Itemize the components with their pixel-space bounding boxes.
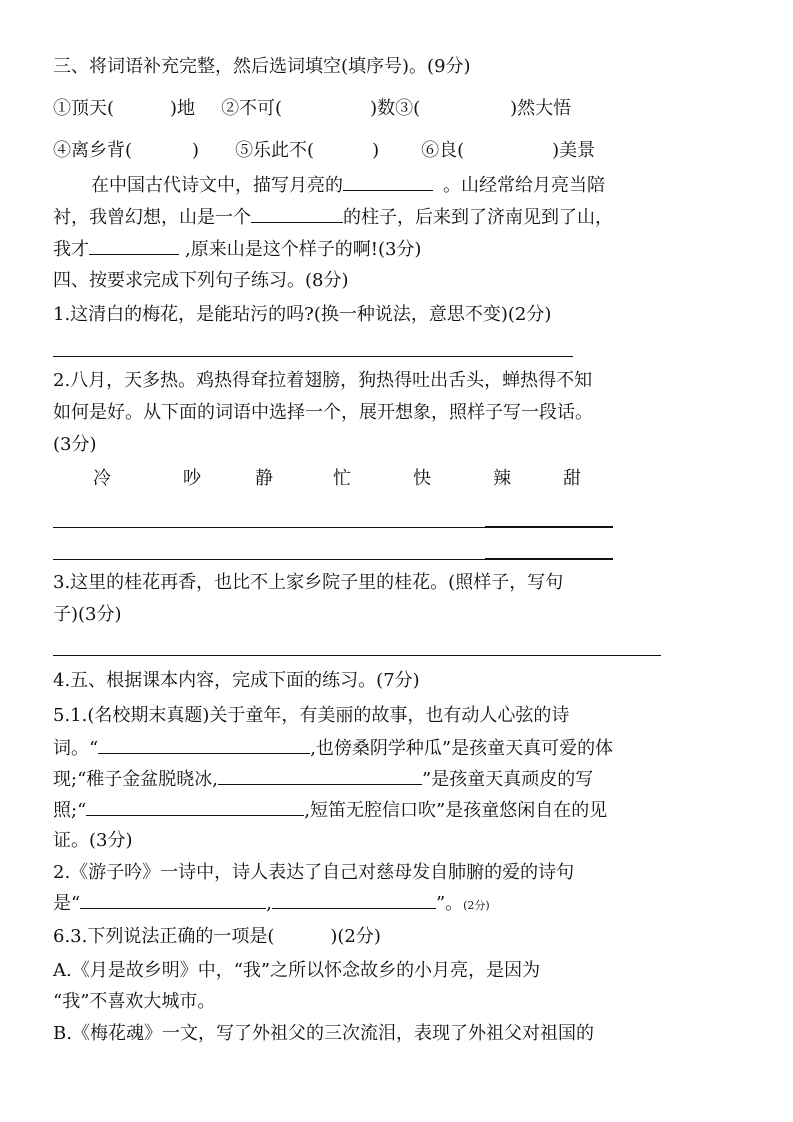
- blank[interactable]: [272, 890, 436, 909]
- idiom-4-end: ): [192, 140, 200, 161]
- fill-paragraph-line-3: [53, 236, 421, 263]
- word-option: 吵: [183, 468, 201, 489]
- idiom-1-start: ①顶天(: [53, 98, 115, 119]
- answer-line[interactable]: [53, 655, 661, 656]
- text: ,短笛无腔信口吹”是孩童悠闲自在的见: [304, 800, 608, 821]
- text: ,: [266, 893, 272, 914]
- word-option: 静: [255, 468, 273, 489]
- question-4-2-line-3: (3分): [53, 434, 97, 455]
- question-4-2-line-1: 2.八月，天多热。鸡热得耷拉着翅膀，狗热得吐出舌头，蝉热得不知: [53, 370, 593, 391]
- blank[interactable]: [86, 797, 304, 816]
- answer-line[interactable]: [53, 356, 573, 357]
- blank[interactable]: [343, 172, 433, 191]
- fill-paragraph-line-1: [53, 172, 605, 199]
- section-3-title: 三、将词语补充完整，然后选词填空(填序号)。(9分): [53, 56, 471, 77]
- word-option: 辣: [493, 468, 511, 489]
- poem-question-line-4: [53, 797, 607, 824]
- text: 。山经常给月亮当陪: [443, 175, 605, 196]
- poem-question-line-5: 证。(3分): [53, 830, 133, 851]
- text: 是“: [53, 893, 81, 914]
- text: ,也傍桑阴学种瓜”是孩童天真可爱的体: [310, 738, 614, 759]
- text: ”是孩童天真顽皮的写: [422, 769, 594, 790]
- youziyin-question-line-1: 2.《游子吟》一诗中，诗人表达了自己对慈母发自肺腑的爱的诗句: [53, 862, 575, 883]
- text: 照;“: [53, 800, 87, 821]
- word-option: 忙: [333, 468, 351, 489]
- score: (2分): [463, 899, 490, 912]
- text: ,原来山是这个样子的啊!(3分): [185, 239, 422, 260]
- text: 衬，我曾幻想，山是一个: [53, 207, 251, 228]
- fill-paragraph-line-2: [53, 204, 613, 231]
- idiom-6-start: ⑥良(: [421, 140, 465, 161]
- question-4-3-line-2: 子)(3分): [53, 604, 122, 625]
- text: 6.3.下列说法正确的一项是(: [53, 926, 275, 947]
- word-option: 快: [413, 468, 431, 489]
- blank[interactable]: [98, 735, 310, 754]
- option-b-line-1: B.《梅花魂》一文，写了外祖父的三次流泪，表现了外祖父对祖国的: [53, 1023, 594, 1044]
- idiom-5-start: ⑤乐此不(: [235, 140, 315, 161]
- text: ”。: [435, 893, 464, 914]
- text: 我才: [53, 239, 89, 260]
- option-a-line-1: A.《月是故乡明》中，“我”之所以怀念故乡的小月亮，是因为: [53, 960, 541, 981]
- text: 在中国古代诗文中，描写月亮的: [91, 175, 343, 196]
- section-4-title: 四、按要求完成下列句子练习。(8分): [53, 270, 349, 291]
- option-a-line-2: “我”不喜欢大城市。: [53, 991, 216, 1012]
- answer-line-segment: [485, 558, 613, 560]
- blank[interactable]: [80, 890, 266, 909]
- idiom-6-end: )美景: [552, 140, 596, 161]
- question-4-1: 1.这清白的梅花，是能玷污的吗?(换一种说法，意思不变)(2分): [53, 304, 552, 325]
- question-4-3-line-1: 3.这里的桂花再香，也比不上家乡院子里的桂花。(照样子，写句: [53, 572, 564, 593]
- poem-question-line-2: [53, 735, 613, 762]
- idiom-2-end: )数③(: [370, 98, 421, 119]
- idiom-row-1: [53, 96, 571, 122]
- text: 词。“: [53, 738, 99, 759]
- word-option: 冷: [93, 468, 111, 489]
- text: )(2分): [330, 926, 381, 947]
- blank[interactable]: [218, 766, 422, 785]
- idiom-row-2: [53, 138, 595, 164]
- question-4-2-line-2: 如何是好。从下面的词语中选择一个，展开想象，照样子写一段话。: [53, 402, 593, 423]
- idiom-4-start: ④离乡背(: [53, 140, 133, 161]
- poem-question-line-1: 5.1.(名校期末真题)关于童年，有美丽的故事，也有动人心弦的诗: [53, 705, 570, 726]
- poem-question-line-3: [53, 766, 593, 793]
- idiom-3-end: )然大悟: [510, 98, 572, 119]
- choice-question: [53, 924, 381, 950]
- idiom-5-end: ): [372, 140, 380, 161]
- text: 的柱子，后来到了济南见到了山，: [343, 207, 613, 228]
- blank[interactable]: [251, 204, 343, 223]
- text: 现;“稚子金盆脱晓冰,: [53, 769, 218, 790]
- word-option: 甜: [563, 468, 581, 489]
- youziyin-question-line-2: [53, 890, 490, 919]
- idiom-2-start: ②不可(: [221, 98, 283, 119]
- idiom-1-end: )地: [170, 98, 196, 119]
- blank[interactable]: [89, 236, 179, 255]
- answer-line-segment: [485, 526, 613, 528]
- section-5-title: 4.五、根据课本内容，完成下面的练习。(7分): [53, 670, 420, 691]
